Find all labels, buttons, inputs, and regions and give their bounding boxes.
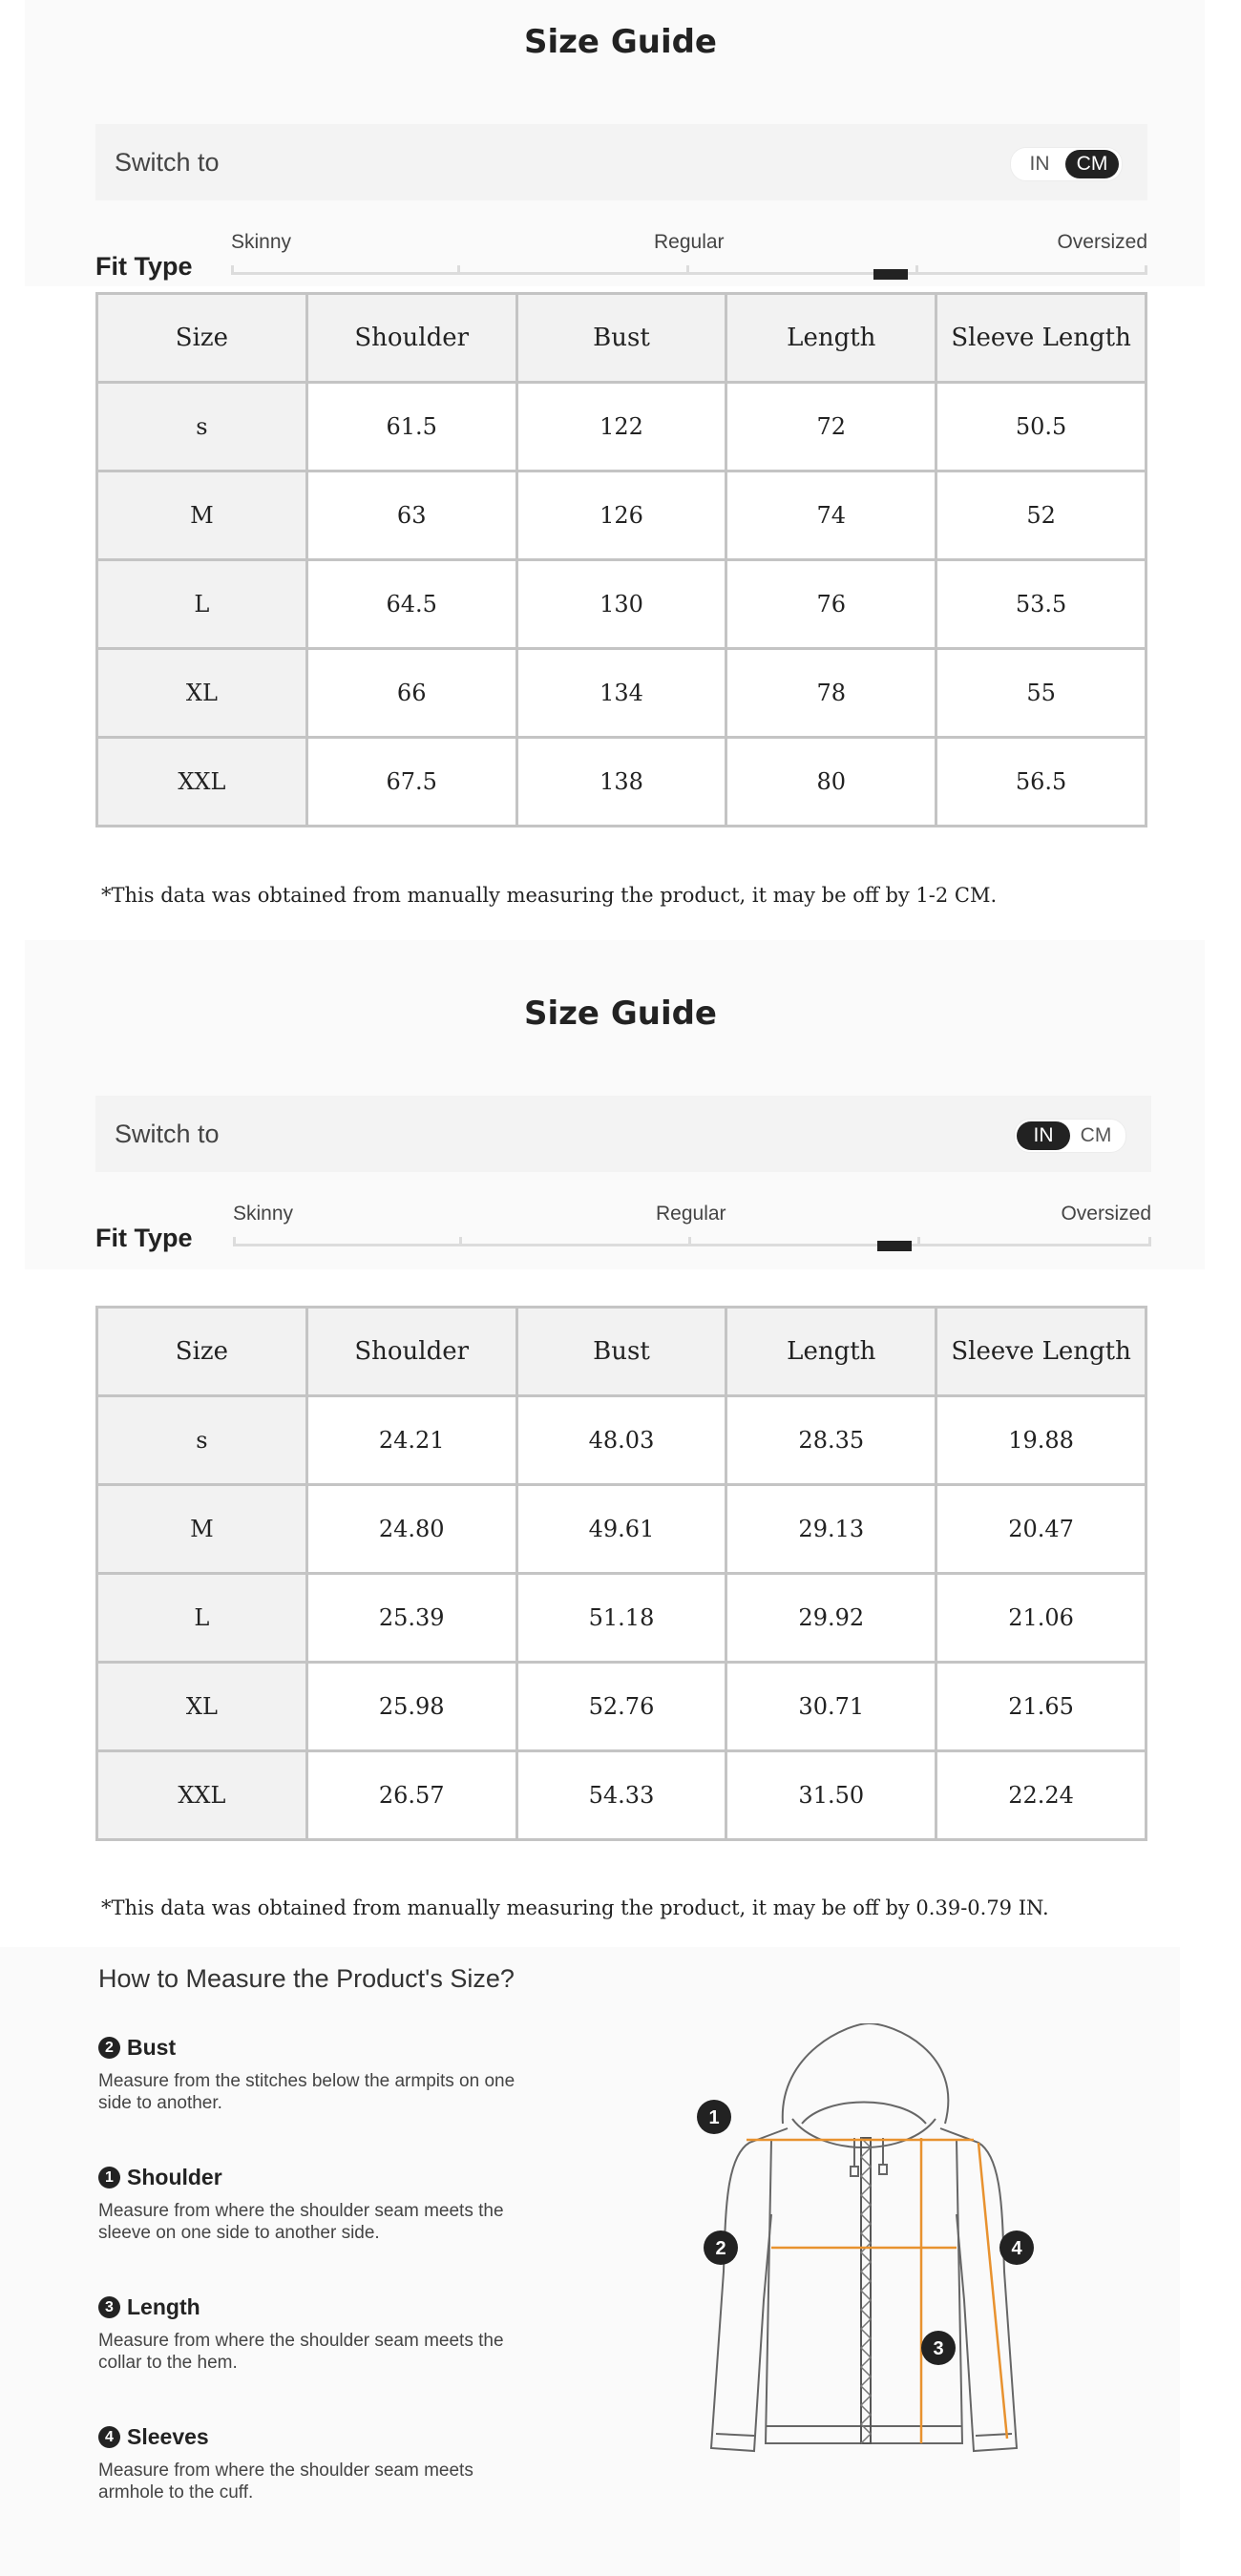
- table-cell: 26.57: [306, 1751, 516, 1840]
- unit-toggle[interactable]: [1014, 1119, 1126, 1153]
- fit-type-label: Fit Type: [95, 1224, 193, 1252]
- number-badge: 3: [98, 2296, 120, 2318]
- fit-tick: [688, 1237, 691, 1246]
- how-to-measure-section: [0, 1947, 1180, 2576]
- column-header: Bust: [516, 294, 726, 383]
- size-cell: L: [97, 1574, 307, 1663]
- table-cell: 67.5: [306, 738, 516, 827]
- fit-track: [231, 272, 1147, 275]
- number-badge: 4: [98, 2426, 120, 2448]
- measure-item-shoulder: [98, 2165, 537, 2244]
- fit-tick: [459, 1237, 462, 1246]
- unit-option-cm[interactable]: CM: [1065, 150, 1119, 178]
- table-cell: 51.18: [516, 1574, 726, 1663]
- fit-option-oversized: Oversized: [1057, 231, 1147, 253]
- fit-type-label: Fit Type: [95, 252, 193, 281]
- fit-tick: [686, 265, 689, 275]
- marker-3-label: 3: [933, 2338, 944, 2359]
- table-cell: 56.5: [936, 738, 1146, 827]
- table-cell: 76: [726, 560, 936, 649]
- fit-tick: [457, 265, 460, 275]
- table-row: [97, 738, 1146, 827]
- size-cell: s: [97, 1396, 307, 1485]
- table-cell: 53.5: [936, 560, 1146, 649]
- fit-tick: [915, 265, 918, 275]
- fit-option-regular: Regular: [654, 231, 725, 253]
- measure-item-desc: Measure from where the shoulder seam meets the sleeve on one side to another side.: [98, 2201, 504, 2243]
- size-cell: XXL: [97, 1751, 307, 1840]
- unit-option-cm[interactable]: CM: [1080, 1124, 1112, 1146]
- table-cell: 138: [516, 738, 726, 827]
- fit-track: [233, 1244, 1151, 1246]
- size-table-in: [95, 1306, 1147, 1841]
- column-header: Bust: [516, 1308, 726, 1396]
- size-cell: L: [97, 560, 307, 649]
- measure-item-sleeves: [98, 2424, 537, 2503]
- table-cell: 29.92: [726, 1574, 936, 1663]
- table-cell: 21.65: [936, 1663, 1146, 1751]
- table-cell: 20.47: [936, 1485, 1146, 1574]
- table-cell: 74: [726, 471, 936, 560]
- unit-option-in[interactable]: IN: [1017, 1121, 1070, 1150]
- table-cell: 19.88: [936, 1396, 1146, 1485]
- column-header: Length: [726, 294, 936, 383]
- table-row: [97, 383, 1146, 471]
- table-cell: 54.33: [516, 1751, 726, 1840]
- fit-type-scale: [233, 1203, 1151, 1250]
- number-badge: 2: [98, 2037, 120, 2059]
- fit-level-marker: [877, 1241, 912, 1251]
- table-cell: 48.03: [516, 1396, 726, 1485]
- table-cell: 122: [516, 383, 726, 471]
- table-cell: 24.21: [306, 1396, 516, 1485]
- fit-tick: [233, 1237, 236, 1246]
- guide-title: Size Guide: [524, 995, 717, 1033]
- table-cell: 31.50: [726, 1751, 936, 1840]
- column-header: Size: [97, 1308, 307, 1396]
- marker-1-label: 1: [708, 2107, 720, 2128]
- measure-item-title: Length: [127, 2294, 200, 2319]
- hoodie-diagram: [659, 2023, 1060, 2520]
- table-header-row: [97, 1308, 1146, 1396]
- marker-2-label: 2: [715, 2238, 726, 2259]
- table-cell: 126: [516, 471, 726, 560]
- table-cell: 21.06: [936, 1574, 1146, 1663]
- guide-title: Size Guide: [524, 23, 717, 61]
- fit-option-oversized: Oversized: [1061, 1203, 1151, 1225]
- table-cell: 28.35: [726, 1396, 936, 1485]
- size-cell: M: [97, 1485, 307, 1574]
- size-cell: XL: [97, 649, 307, 738]
- switch-label: Switch to: [115, 148, 220, 177]
- measure-item-title: Bust: [127, 2035, 177, 2060]
- number-badge: 1: [98, 2167, 120, 2189]
- measure-item-desc: Measure from the stitches below the armpits on one side to another.: [98, 2071, 515, 2113]
- table-row: [97, 471, 1146, 560]
- size-cell: XL: [97, 1663, 307, 1751]
- fit-option-skinny: Skinny: [231, 231, 292, 253]
- unit-switch-bar: [95, 1096, 1151, 1172]
- table-cell: 24.80: [306, 1485, 516, 1574]
- table-row: [97, 1574, 1146, 1663]
- measurement-lines: [747, 2138, 1007, 2443]
- column-header: Shoulder: [306, 294, 516, 383]
- switch-label: Switch to: [115, 1120, 220, 1148]
- table-cell: 49.61: [516, 1485, 726, 1574]
- fit-option-skinny: Skinny: [233, 1203, 294, 1225]
- fit-tick: [1145, 265, 1147, 275]
- table-row: [97, 1751, 1146, 1840]
- zipper: [861, 2138, 871, 2443]
- measure-item-title: Sleeves: [127, 2424, 209, 2449]
- size-cell: M: [97, 471, 307, 560]
- table-cell: 63: [306, 471, 516, 560]
- column-header: Sleeve Length: [936, 1308, 1146, 1396]
- measure-item-length: [98, 2294, 537, 2374]
- unit-toggle[interactable]: [1010, 147, 1123, 181]
- table-cell: 61.5: [306, 383, 516, 471]
- table-row: [97, 1485, 1146, 1574]
- table-cell: 64.5: [306, 560, 516, 649]
- measure-item-title: Shoulder: [127, 2165, 222, 2189]
- column-header: Sleeve Length: [936, 294, 1146, 383]
- size-cell: s: [97, 383, 307, 471]
- column-header: Length: [726, 1308, 936, 1396]
- fit-tick: [1148, 1237, 1151, 1246]
- fit-tick: [231, 265, 234, 275]
- fit-option-regular: Regular: [656, 1203, 726, 1225]
- fit-level-marker: [873, 269, 908, 280]
- table-cell: 30.71: [726, 1663, 936, 1751]
- table-cell: 25.98: [306, 1663, 516, 1751]
- column-header: Size: [97, 294, 307, 383]
- table-row: [97, 1396, 1146, 1485]
- measurement-note: *This data was obtained from manually measuring the product, it may be off by 1-2 CM.: [101, 884, 998, 907]
- fit-tick: [917, 1237, 920, 1246]
- column-header: Shoulder: [306, 1308, 516, 1396]
- table-cell: 78: [726, 649, 936, 738]
- table-cell: 22.24: [936, 1751, 1146, 1840]
- table-cell: 66: [306, 649, 516, 738]
- table-row: [97, 1663, 1146, 1751]
- table-cell: 52.76: [516, 1663, 726, 1751]
- measure-item-bust: [98, 2035, 537, 2114]
- table-cell: 52: [936, 471, 1146, 560]
- unit-switch-bar: [95, 124, 1147, 200]
- table-cell: 25.39: [306, 1574, 516, 1663]
- table-cell: 80: [726, 738, 936, 827]
- table-header-row: [97, 294, 1146, 383]
- sleeve-line: [978, 2143, 1007, 2439]
- table-row: [97, 560, 1146, 649]
- size-cell: XXL: [97, 738, 307, 827]
- table-row: [97, 649, 1146, 738]
- table-cell: 55: [936, 649, 1146, 738]
- how-to-measure-title: How to Measure the Product's Size?: [98, 1964, 515, 1993]
- measure-item-desc: Measure from where the shoulder seam meets armhole to the cuff.: [98, 2461, 473, 2503]
- measurement-note: *This data was obtained from manually measuring the product, it may be off by 0.39-0.79 IN.: [101, 1896, 1049, 1919]
- table-cell: 130: [516, 560, 726, 649]
- unit-option-in[interactable]: IN: [1029, 153, 1050, 175]
- measure-item-desc: Measure from where the shoulder seam meets the collar to the hem.: [98, 2331, 504, 2373]
- marker-4-label: 4: [1011, 2238, 1022, 2259]
- size-table-cm: [95, 292, 1147, 827]
- table-cell: 134: [516, 649, 726, 738]
- table-cell: 72: [726, 383, 936, 471]
- table-cell: 50.5: [936, 383, 1146, 471]
- table-cell: 29.13: [726, 1485, 936, 1574]
- fit-type-scale: [231, 231, 1147, 279]
